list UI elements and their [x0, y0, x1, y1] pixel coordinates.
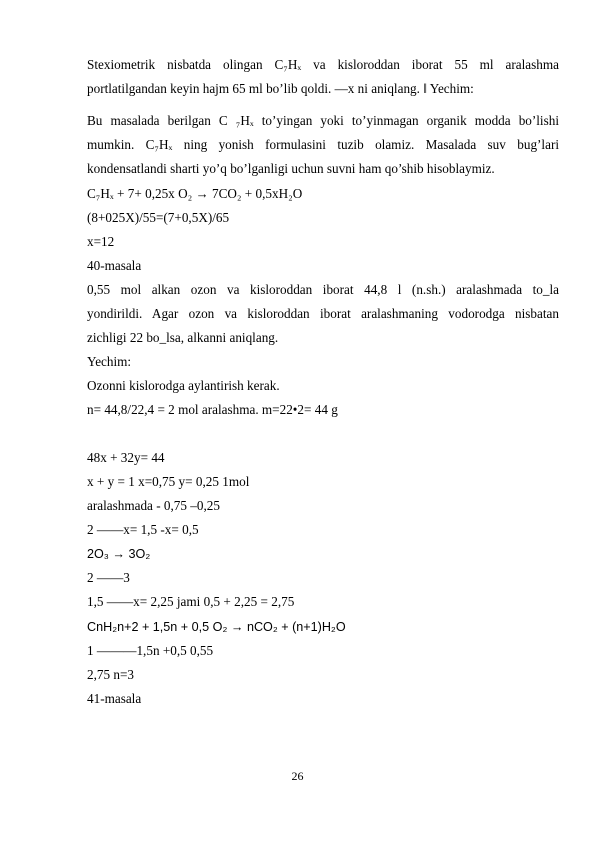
page-number: 26 [291, 769, 304, 783]
text-line-2: portlatilgandan keyin hajm 65 ml bo’lib qoldi. ―x ni aniqlang. ‖ Yechim: [87, 81, 474, 96]
answer-n: 2,75 n=3 [87, 667, 134, 682]
calc-proportion-1: 2 ――x= 1,5 -x= 0,5 [87, 522, 199, 537]
formula-ozone: 2O₃ → 3O₂ [87, 547, 151, 561]
formula-combustion-c7hx: C₇Hₓ + 7+ 0,25x O₂ → 7CO₂ + 0,5xH₂O [87, 186, 303, 201]
problem-heading-41: 41-masala [87, 691, 142, 706]
answer-x: x=12 [87, 234, 115, 249]
text-line-5: kondensatlandi sharti yo’q bo’lganligi uchun suvni ham qo’shib hisoblaymiz. [87, 161, 495, 176]
calc-eq-2: x + y = 1 x=0,75 y= 0,25 1mol [87, 474, 250, 489]
calc-total: 1,5 ――x= 2,25 jami 0,5 + 2,25 = 2,75 [87, 594, 295, 609]
calc-proportion-3: 1 ―――1,5n +0,5 0,55 [87, 643, 214, 658]
problem-heading-40: 40-masala [87, 258, 142, 273]
calc-proportion-2: 2 ――3 [87, 570, 130, 585]
formula-alkane-combustion: CnH₂n+2 + 1,5n + 0,5 O₂ → nCO₂ + (n+1)H₂O [87, 620, 346, 634]
text-line-4: mumkin. C₇Hₓ ning yonish formulasini tuzib olamiz. Masalada suv bug’lari [87, 137, 559, 152]
text-line-11: yondirildi. Agar ozon va kisloroddan iborat aralashmaning vodorodga nisbatan [87, 306, 559, 321]
solution-label: Yechim: [87, 354, 132, 369]
equation-ratio: (8+025X)/55=(7+0,5X)/65 [87, 210, 230, 225]
calc-eq-1: 48x + 32y= 44 [87, 450, 165, 465]
text-line-10: 0,55 mol alkan ozon va kisloroddan iborat 44,8 l (n.sh.) aralashmada to_la [87, 282, 559, 297]
calc-mixture: aralashmada - 0,75 –0,25 [87, 498, 220, 513]
text-line-3: Bu masalada berilgan C ₇Hₓ to’yingan yoki to’yinmagan organik modda bo’lishi [87, 113, 559, 128]
text-line-12: zichligi 22 bo_lsa, alkanni aniqlang. [87, 330, 279, 345]
text-line-14: Ozonni kislorodga aylantirish kerak. [87, 378, 280, 393]
text-line-1: Stexiometrik nisbatda olingan C₇Hₓ va kisloroddan iborat 55 ml aralashma [87, 57, 559, 72]
calc-moles: n= 44,8/22,4 = 2 mol aralashma. m=22•2= 44 g [87, 402, 338, 417]
